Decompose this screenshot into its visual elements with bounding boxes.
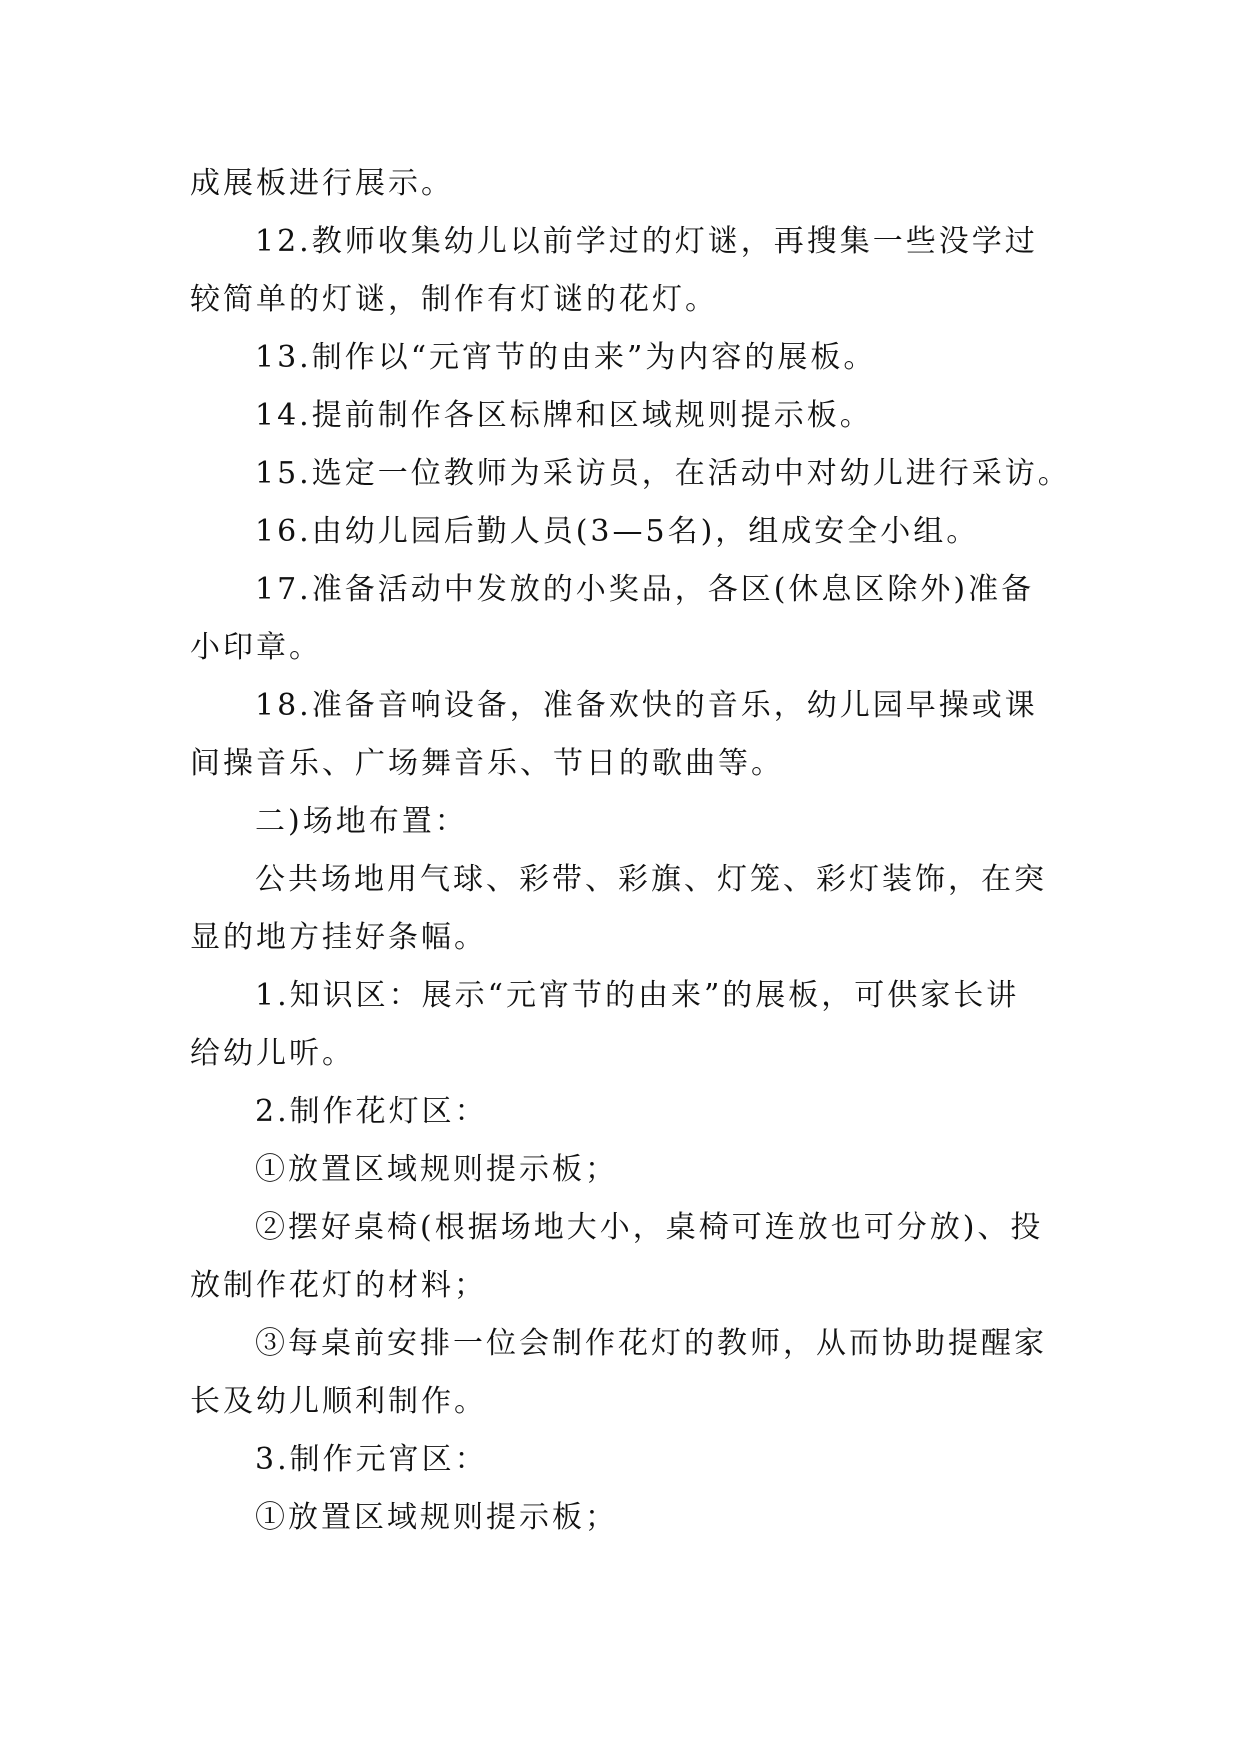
text-line: 2.制作花灯区： — [255, 1094, 488, 1129]
text-line: 18.准备音响设备，准备欢快的音乐，幼儿园早操或课 — [255, 688, 1038, 723]
text-line: 1.知识区：展示“元宵节的由来”的展板，可供家长讲 — [255, 978, 1020, 1013]
text-line: 间操音乐、广场舞音乐、节日的歌曲等。 — [190, 746, 784, 781]
text-line: 13.制作以“元宵节的由来”为内容的展板。 — [255, 340, 877, 375]
text-line: 显的地方挂好条幅。 — [190, 920, 487, 955]
text-line: 14.提前制作各区标牌和区域规则提示板。 — [255, 398, 873, 433]
text-line: 12.教师收集幼儿以前学过的灯谜，再搜集一些没学过 — [255, 224, 1038, 259]
text-line: 小印章。 — [190, 630, 322, 665]
text-line: 3.制作元宵区： — [255, 1442, 488, 1477]
text-line: 15.选定一位教师为采访员，在活动中对幼儿进行采访。 — [255, 456, 1071, 491]
text-line: 成展板进行展示。 — [190, 166, 454, 201]
text-line: 较简单的灯谜，制作有灯谜的花灯。 — [190, 282, 718, 317]
section-heading: 二)场地布置： — [255, 804, 468, 839]
text-line: 长及幼儿顺利制作。 — [190, 1384, 487, 1419]
text-line: 放制作花灯的材料； — [190, 1268, 487, 1303]
text-line: ①放置区域规则提示板； — [255, 1152, 618, 1187]
text-line: 给幼儿听。 — [190, 1036, 355, 1071]
text-line: 16.由幼儿园后勤人员(3—5名)，组成安全小组。 — [255, 514, 980, 549]
text-line: ②摆好桌椅(根据场地大小，桌椅可连放也可分放)、投 — [255, 1210, 1044, 1245]
text-line: 17.准备活动中发放的小奖品，各区(休息区除外)准备 — [255, 572, 1035, 607]
text-line: ③每桌前安排一位会制作花灯的教师，从而协助提醒家 — [255, 1326, 1047, 1361]
text-line: ①放置区域规则提示板； — [255, 1500, 618, 1535]
text-line: 公共场地用气球、彩带、彩旗、灯笼、彩灯装饰，在突 — [255, 862, 1047, 897]
